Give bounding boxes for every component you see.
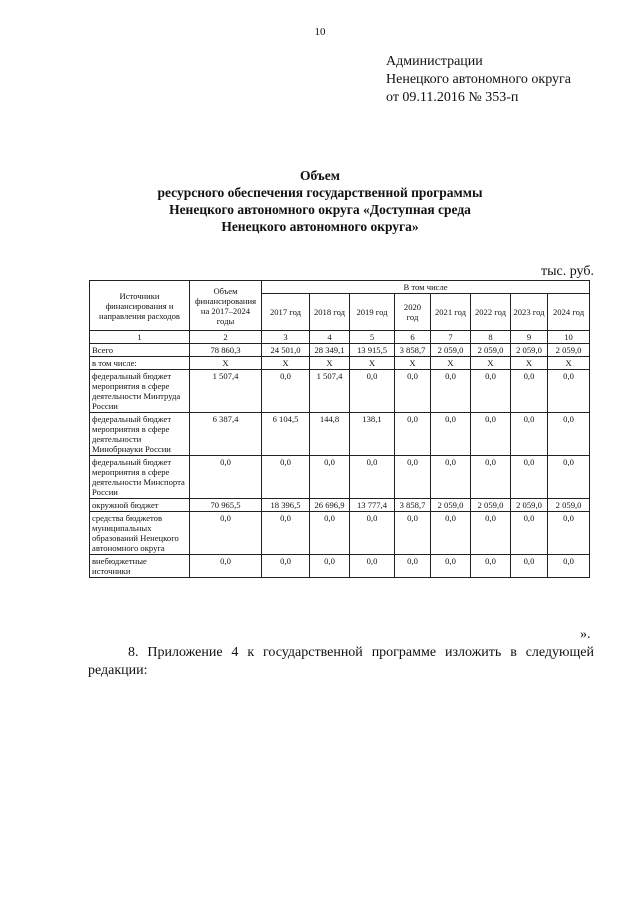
year-value-cell: 0,0 xyxy=(395,370,431,413)
year-value-cell: 28 349,1 xyxy=(310,344,350,357)
title-line: Ненецкого автономного округа» xyxy=(221,219,419,234)
source-cell: федеральный бюджет мероприятия в сфере деятельности Минспорта России xyxy=(90,456,190,499)
year-value-cell: 0,0 xyxy=(548,456,590,499)
year-value-cell: 138,1 xyxy=(350,413,395,456)
table-row xyxy=(90,357,590,370)
table-row xyxy=(90,344,590,357)
year-value-cell: 2 059,0 xyxy=(511,344,548,357)
total-cell: 0,0 xyxy=(190,456,262,499)
year-value-cell: 0,0 xyxy=(431,512,471,555)
column-index-cell: 4 xyxy=(310,331,350,344)
column-index-cell: 1 xyxy=(90,331,190,344)
year-value-cell: 0,0 xyxy=(350,555,395,578)
year-value-cell: X xyxy=(262,357,310,370)
year-value-cell: 0,0 xyxy=(262,555,310,578)
column-index-cell: 7 xyxy=(431,331,471,344)
source-cell: Всего xyxy=(90,344,190,357)
body-paragraph: 8. Приложение 4 к государственной программе изложить в следующей редакции: xyxy=(88,645,594,678)
total-cell: 6 387,4 xyxy=(190,413,262,456)
header-year: 2022 год xyxy=(471,294,511,331)
title-line: ресурсного обеспечения государственной программы xyxy=(157,185,483,200)
column-index-cell: 2 xyxy=(190,331,262,344)
year-value-cell: 2 059,0 xyxy=(471,344,511,357)
closing-quote: ». xyxy=(580,627,591,642)
total-cell: 0,0 xyxy=(190,555,262,578)
total-cell: 0,0 xyxy=(190,512,262,555)
header-total: Объем финансирования на 2017–2024 годы xyxy=(190,281,262,331)
header-group: В том числе xyxy=(262,281,590,294)
year-value-cell: 2 059,0 xyxy=(548,344,590,357)
year-value-cell: 0,0 xyxy=(511,456,548,499)
header-line: Администрации xyxy=(386,54,483,69)
source-cell: федеральный бюджет мероприятия в сфере деятельности Минтруда России xyxy=(90,370,190,413)
year-value-cell: 1 507,4 xyxy=(310,370,350,413)
source-cell: в том числе: xyxy=(90,357,190,370)
year-value-cell: 0,0 xyxy=(262,456,310,499)
table-row xyxy=(90,512,590,555)
table-row xyxy=(90,555,590,578)
year-value-cell: 2 059,0 xyxy=(431,499,471,512)
total-cell: X xyxy=(190,357,262,370)
header-line: от 09.11.2016 № 353-п xyxy=(386,90,519,105)
year-value-cell: X xyxy=(310,357,350,370)
year-value-cell: 0,0 xyxy=(262,512,310,555)
year-value-cell: 13 777,4 xyxy=(350,499,395,512)
table-row xyxy=(90,456,590,499)
year-value-cell: X xyxy=(431,357,471,370)
source-cell: окружной бюджет xyxy=(90,499,190,512)
year-value-cell: 0,0 xyxy=(511,370,548,413)
year-value-cell: 0,0 xyxy=(471,512,511,555)
year-value-cell: X xyxy=(548,357,590,370)
year-value-cell: 0,0 xyxy=(310,555,350,578)
year-value-cell: 0,0 xyxy=(511,512,548,555)
header-year: 2021 год xyxy=(431,294,471,331)
header-year: 2018 год xyxy=(310,294,350,331)
year-value-cell: 0,0 xyxy=(471,370,511,413)
header-year: 2023 год xyxy=(511,294,548,331)
table-row xyxy=(90,370,590,413)
year-value-cell: 0,0 xyxy=(310,512,350,555)
year-value-cell: 24 501,0 xyxy=(262,344,310,357)
year-value-cell: 0,0 xyxy=(310,456,350,499)
year-value-cell: 0,0 xyxy=(350,512,395,555)
year-value-cell: 0,0 xyxy=(395,413,431,456)
total-cell: 1 507,4 xyxy=(190,370,262,413)
year-value-cell: 144,8 xyxy=(310,413,350,456)
title-line: Ненецкого автономного округа «Доступная среда xyxy=(169,202,471,217)
header-source: Источники финансирования и направления расходов xyxy=(90,281,190,331)
source-cell: федеральный бюджет мероприятия в сфере деятельности Минобрнауки России xyxy=(90,413,190,456)
header-year: 2017 год xyxy=(262,294,310,331)
year-value-cell: 0,0 xyxy=(548,555,590,578)
year-value-cell: 0,0 xyxy=(431,456,471,499)
resource-table xyxy=(89,280,590,578)
year-value-cell: 0,0 xyxy=(548,370,590,413)
year-value-cell: 0,0 xyxy=(511,555,548,578)
column-index-cell: 9 xyxy=(511,331,548,344)
header-year: 2024 год xyxy=(548,294,590,331)
document-header xyxy=(386,53,606,107)
header-year: 2019 год xyxy=(350,294,395,331)
year-value-cell: 2 059,0 xyxy=(471,499,511,512)
year-value-cell: X xyxy=(511,357,548,370)
year-value-cell: 26 696,9 xyxy=(310,499,350,512)
units-label: тыс. руб. xyxy=(541,264,594,279)
year-value-cell: 0,0 xyxy=(431,370,471,413)
title-line: Объем xyxy=(300,168,340,183)
table-row xyxy=(90,499,590,512)
year-value-cell: X xyxy=(395,357,431,370)
year-value-cell: 2 059,0 xyxy=(548,499,590,512)
year-value-cell: 0,0 xyxy=(548,413,590,456)
year-value-cell: 3 858,7 xyxy=(395,499,431,512)
year-value-cell: 2 059,0 xyxy=(431,344,471,357)
year-value-cell: 2 059,0 xyxy=(511,499,548,512)
year-value-cell: 0,0 xyxy=(471,555,511,578)
source-cell: средства бюджетов муниципальных образований Ненецкого автономного округа xyxy=(90,512,190,555)
year-value-cell: 0,0 xyxy=(395,456,431,499)
year-value-cell: 0,0 xyxy=(395,512,431,555)
year-value-cell: 3 858,7 xyxy=(395,344,431,357)
total-cell: 70 965,5 xyxy=(190,499,262,512)
year-value-cell: 0,0 xyxy=(262,370,310,413)
source-cell: внебюджетные источники xyxy=(90,555,190,578)
total-cell: 78 860,3 xyxy=(190,344,262,357)
year-value-cell: 18 396,5 xyxy=(262,499,310,512)
column-index-cell: 10 xyxy=(548,331,590,344)
year-value-cell: 0,0 xyxy=(350,370,395,413)
column-index-cell: 5 xyxy=(350,331,395,344)
year-value-cell: X xyxy=(471,357,511,370)
column-index-cell: 3 xyxy=(262,331,310,344)
year-value-cell: 0,0 xyxy=(511,413,548,456)
document-title xyxy=(0,167,640,235)
page-number: 10 xyxy=(314,26,326,38)
header-line: Ненецкого автономного округа xyxy=(386,72,571,87)
year-value-cell: 0,0 xyxy=(471,456,511,499)
year-value-cell: 0,0 xyxy=(471,413,511,456)
year-value-cell: 6 104,5 xyxy=(262,413,310,456)
year-value-cell: 0,0 xyxy=(395,555,431,578)
header-year: 2020 год xyxy=(395,294,431,331)
year-value-cell: 0,0 xyxy=(548,512,590,555)
column-index-cell: 6 xyxy=(395,331,431,344)
year-value-cell: 13 915,5 xyxy=(350,344,395,357)
table-row xyxy=(90,413,590,456)
year-value-cell: 0,0 xyxy=(431,413,471,456)
year-value-cell: X xyxy=(350,357,395,370)
year-value-cell: 0,0 xyxy=(431,555,471,578)
year-value-cell: 0,0 xyxy=(350,456,395,499)
column-index-cell: 8 xyxy=(471,331,511,344)
